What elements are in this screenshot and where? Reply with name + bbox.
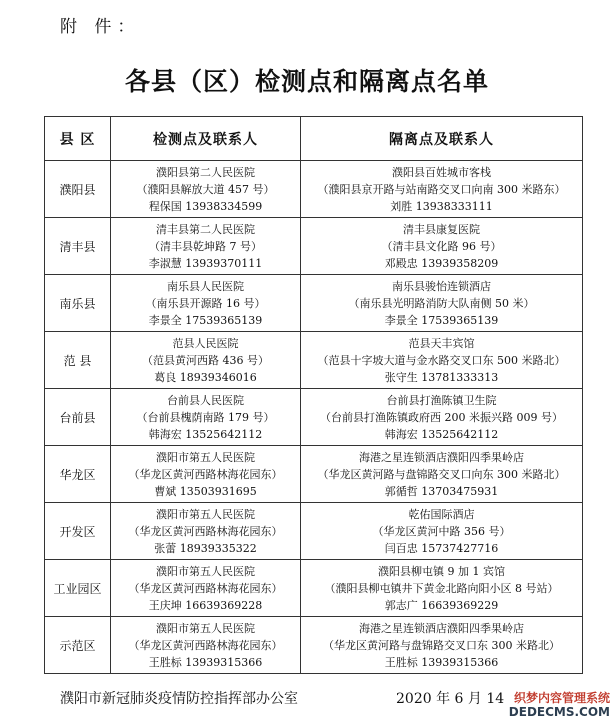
site-address: （范县十字坡大道与金水路交叉口东 500 米路北） (317, 353, 566, 367)
site-name: 范县人民医院 (172, 336, 239, 350)
watermark-en: DEDECMS.COM (508, 705, 610, 719)
site-name: 濮阳市第五人民医院 (156, 621, 255, 635)
site-contact: 刘胜 13938333111 (390, 199, 493, 213)
site-contact: 李景全 17539365139 (148, 313, 263, 327)
site-address: （华龙区黄河路与盘锦路交叉口东 300 米路北） (323, 638, 560, 652)
site-name: 濮阳县百姓城市客栈 (392, 165, 491, 179)
site-contact: 王庆坤 16639369228 (148, 598, 263, 612)
issue-date: 2020 年 6 月 14 (396, 691, 505, 707)
table-row (45, 446, 583, 503)
table-row (45, 218, 583, 275)
test-site-cell (111, 617, 301, 674)
site-contact: 葛良 18939346016 (154, 370, 257, 384)
watermark (509, 691, 610, 719)
site-address: （华龙区黄河西路林海花园东） (128, 638, 283, 652)
site-address: （台前县打渔陈镇政府西 200 米振兴路 009 号） (320, 410, 563, 424)
test-site-cell (111, 275, 301, 332)
site-contact: 李淑慧 13939370111 (148, 256, 263, 270)
site-name: 濮阳市第五人民医院 (156, 564, 255, 578)
county-cell: 开发区 (45, 503, 111, 560)
site-contact: 张蕾 18939335322 (154, 541, 257, 555)
roster-table (44, 116, 583, 674)
site-name: 濮阳县第二人民医院 (156, 165, 255, 179)
test-site-cell (111, 560, 301, 617)
isolation-site-cell (301, 560, 583, 617)
site-contact: 王胜标 13939315366 (384, 655, 499, 669)
isolation-site-cell (301, 161, 583, 218)
site-contact: 邓殿忠 13939358209 (384, 256, 499, 270)
site-contact: 闫百忠 15737427716 (384, 541, 499, 555)
table-row (45, 389, 583, 446)
site-contact: 李景全 17539365139 (384, 313, 499, 327)
isolation-site-cell (301, 218, 583, 275)
test-site-cell (111, 503, 301, 560)
county-cell: 清丰县 (45, 218, 111, 275)
isolation-site-cell (301, 446, 583, 503)
site-contact: 曹斌 13503931695 (154, 484, 257, 498)
site-address: （濮阳县解放大道 457 号） (136, 182, 275, 196)
header-county: 县 区 (45, 117, 111, 161)
table-row (45, 503, 583, 560)
header-isolation-site: 隔离点及联系人 (301, 117, 583, 161)
table-row (45, 560, 583, 617)
site-name: 台前县打渔陈镇卫生院 (386, 393, 497, 407)
header-test-site: 检测点及联系人 (111, 117, 301, 161)
isolation-site-cell (301, 617, 583, 674)
site-address: （华龙区黄河西路林海花园东） (128, 467, 283, 481)
county-cell: 濮阳县 (45, 161, 111, 218)
county-cell: 南乐县 (45, 275, 111, 332)
site-address: （范县黄河西路 436 号） (142, 353, 269, 367)
site-address: （南乐县开源路 16 号） (145, 296, 266, 310)
site-name: 范县天丰宾馆 (408, 336, 475, 350)
site-contact: 郭志广 16639369229 (384, 598, 499, 612)
site-name: 海港之星连锁酒店濮阳四季果岭店 (359, 450, 524, 464)
site-address: （华龙区黄河中路 356 号） (372, 524, 511, 538)
site-name: 海港之星连锁酒店濮阳四季果岭店 (359, 621, 524, 635)
table-row (45, 617, 583, 674)
site-contact: 郭循哲 13703475931 (384, 484, 499, 498)
site-name: 乾佑国际酒店 (408, 507, 475, 521)
isolation-site-cell (301, 332, 583, 389)
site-name: 清丰县康复医院 (403, 222, 480, 236)
attachment-label: 附 件： (60, 17, 141, 37)
site-address: （清丰县文化路 96 号） (381, 239, 502, 253)
test-site-cell (111, 446, 301, 503)
site-name: 清丰县第二人民医院 (156, 222, 255, 236)
site-address: （华龙区黄河西路林海花园东） (128, 524, 283, 538)
site-contact: 张守生 13781333313 (384, 370, 499, 384)
site-address: （华龙区黄河路与盘锦路交叉口向东 300 米路北） (317, 467, 566, 481)
site-name: 台前县人民医院 (167, 393, 244, 407)
test-site-cell (111, 389, 301, 446)
county-cell: 台前县 (45, 389, 111, 446)
site-address: （台前县槐荫南路 179 号） (136, 410, 275, 424)
table-row (45, 161, 583, 218)
site-address: （南乐县光明路消防大队南侧 50 米） (348, 296, 535, 310)
isolation-site-cell (301, 275, 583, 332)
isolation-site-cell (301, 503, 583, 560)
county-cell: 范 县 (45, 332, 111, 389)
isolation-site-cell (301, 389, 583, 446)
county-cell: 工业园区 (45, 560, 111, 617)
site-contact: 韩海宏 13525642112 (384, 427, 499, 441)
document-title: 各县（区）检测点和隔离点名单 (124, 67, 489, 96)
site-contact: 韩海宏 13525642112 (148, 427, 263, 441)
site-name: 南乐县人民医院 (167, 279, 244, 293)
test-site-cell (111, 332, 301, 389)
site-address: （濮阳县柳屯镇井下黄金北路向阳小区 8 号站） (324, 581, 559, 595)
site-address: （华龙区黄河西路林海花园东） (128, 581, 283, 595)
watermark-cn: 织梦内容管理系统 (513, 691, 610, 705)
site-address: （清丰县乾坤路 7 号） (149, 239, 262, 253)
county-cell: 示范区 (45, 617, 111, 674)
test-site-cell (111, 161, 301, 218)
county-cell: 华龙区 (45, 446, 111, 503)
site-name: 濮阳市第五人民医院 (156, 450, 255, 464)
site-contact: 程保国 13938334599 (148, 199, 263, 213)
table-row (45, 332, 583, 389)
site-name: 濮阳县柳屯镇 9 加 1 宾馆 (378, 564, 505, 578)
table-row (45, 275, 583, 332)
table-header-row (45, 117, 583, 161)
site-address: （濮阳县京开路与站南路交叉口向南 300 米路东） (317, 182, 566, 196)
site-name: 南乐县骏怡连锁酒店 (392, 279, 491, 293)
test-site-cell (111, 218, 301, 275)
issuing-office: 濮阳市新冠肺炎疫情防控指挥部办公室 (60, 691, 298, 707)
site-contact: 王胜标 13939315366 (148, 655, 263, 669)
site-name: 濮阳市第五人民医院 (156, 507, 255, 521)
